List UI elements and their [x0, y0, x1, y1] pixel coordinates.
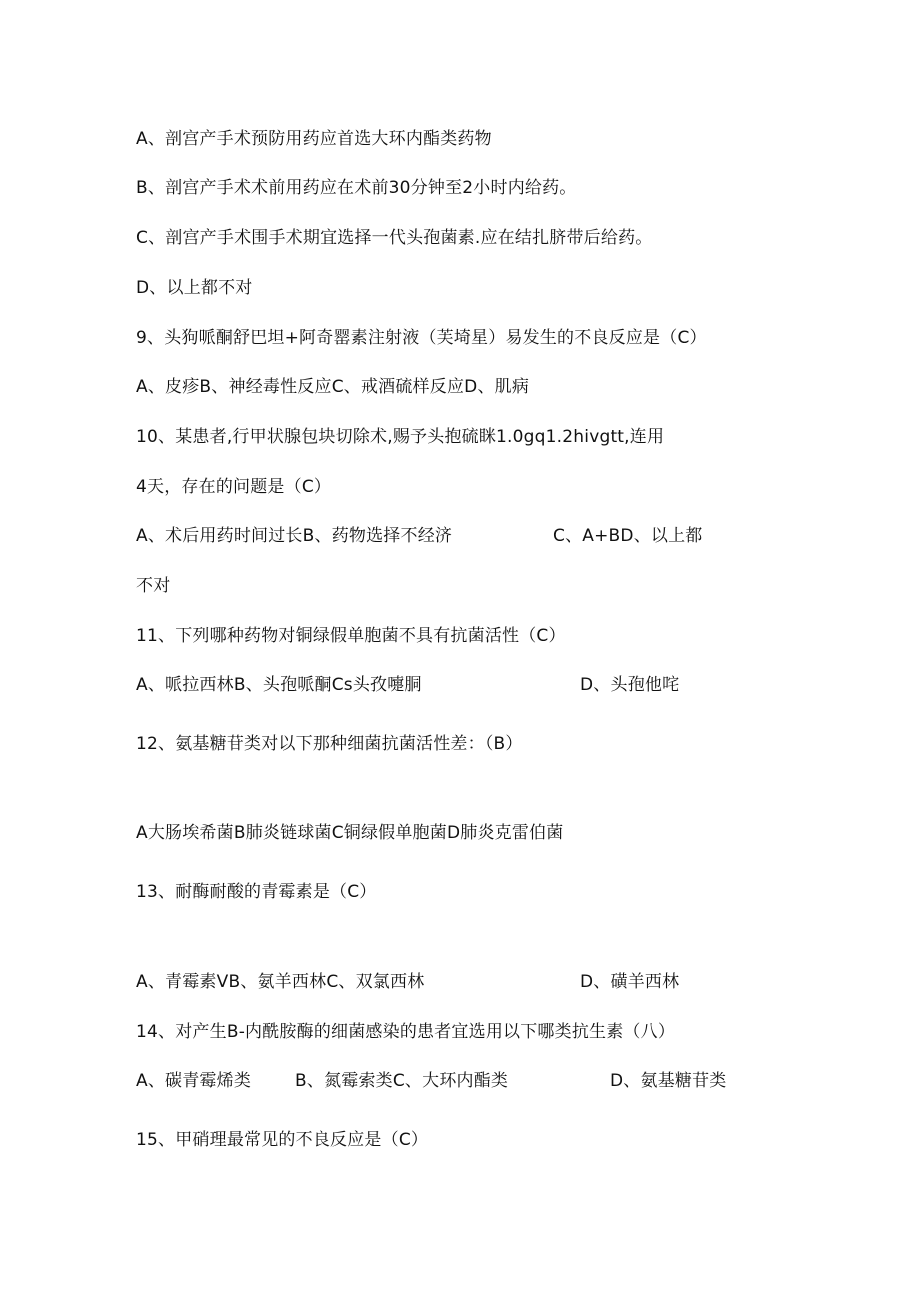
question-14-option-d: D、氨基糖苷类: [610, 1071, 727, 1091]
question-14: 14、对产生B-内酰胺酶的细菌感染的患者宜选用以下哪类抗生素（八）: [136, 1022, 676, 1042]
option-d-line: D、以上都不对: [136, 278, 253, 298]
question-14-option-a: A、碳青霉烯类: [136, 1071, 252, 1091]
question-10-options-right: C、A+BD、以上都: [553, 526, 703, 546]
question-11-options-left: A、哌拉西林B、头孢哌酮Cs头孜嚏胴: [136, 675, 422, 695]
question-13-options-left: A、青霉素VB、氨羊西林C、双氯西林: [136, 972, 425, 992]
question-10-line-1: 10、某患者,行甲状腺包块切除术,赐予头抱硫眯1.0gq1.2hivgtt,连用: [136, 427, 665, 447]
question-9: 9、头狗哌酮舒巴坦+阿奇罂素注射液（芙埼星）易发生的不良反应是（C）: [136, 328, 707, 348]
question-10-options-cont: 不对: [136, 576, 171, 596]
question-12: 12、氨基糖苷类对以下那种细菌抗菌活性差：（B）: [136, 734, 523, 754]
question-11: 11、下列哪种药物对铜绿假单胞菌不具有抗菌活性（C）: [136, 626, 566, 646]
question-10-options-left: A、术后用药时间过长B、药物选择不经济: [136, 526, 453, 546]
question-14-option-bc: B、氮霉索类C、大环内酯类: [295, 1071, 509, 1091]
question-13: 13、耐酶耐酸的青霉素是（C）: [136, 882, 377, 902]
option-a-line: A、剖宫产手术预防用药应首选大环内酯类药物: [136, 129, 492, 149]
question-10-line-2: 4天，存在的问题是（C）: [136, 477, 332, 497]
question-11-options-right: D、头孢他咤: [580, 675, 680, 695]
question-9-options: A、皮疹B、神经毒性反应C、戒酒硫样反应D、肌病: [136, 377, 530, 397]
question-15: 15、甲硝理最常见的不良反应是（C）: [136, 1130, 429, 1150]
option-c-line: C、剖宫产手术围手术期宜选择一代头孢菌素.应在结扎脐带后给药。: [136, 228, 653, 248]
option-b-line: B、剖宫产手术术前用药应在术前30分钟至2小时内给药。: [136, 178, 577, 198]
question-12-options: A大肠埃希菌B肺炎链球菌C铜绿假单胞菌D肺炎克雷伯菌: [136, 823, 564, 843]
question-13-options-right: D、磺羊西林: [580, 972, 680, 992]
